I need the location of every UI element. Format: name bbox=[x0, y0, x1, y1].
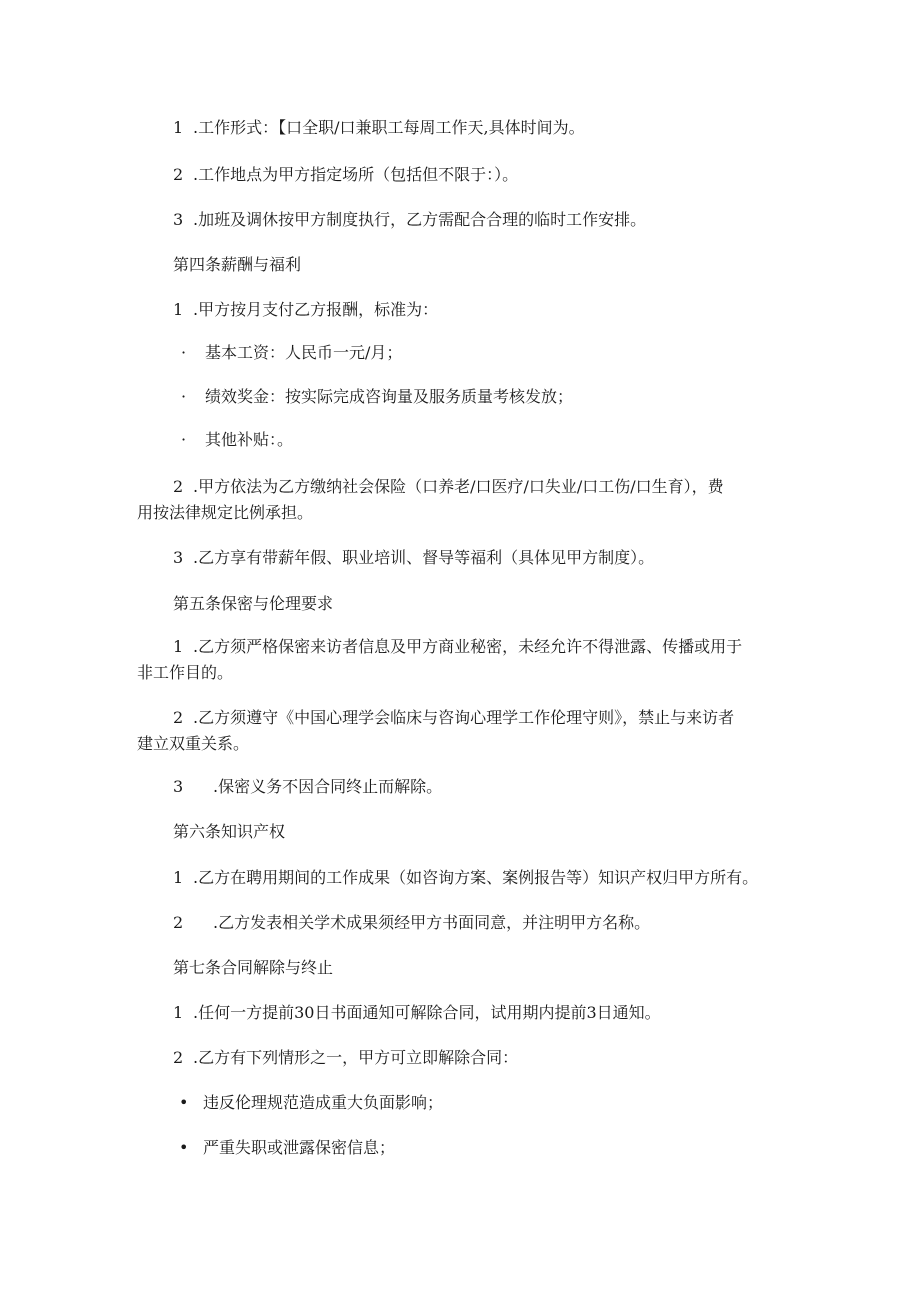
art4-bullet-3 bbox=[181, 430, 293, 450]
item-number: 2 bbox=[173, 708, 184, 727]
item-number: 3 bbox=[173, 210, 184, 229]
art5-item-1 bbox=[173, 637, 742, 657]
item-text: .甲方依法为乙方缴纳社会保险（口养老/口医疗/口失业/口工伤/口生育），费 bbox=[193, 477, 724, 496]
bullet-text: 其他补贴：。 bbox=[205, 430, 294, 449]
item-number: 1 bbox=[173, 868, 184, 887]
art5-item-2-cont: 建立双重关系。 bbox=[137, 734, 250, 753]
bullet-mark: · bbox=[181, 387, 187, 406]
item-text: .乙方有下列情形之一，甲方可立即解除合同： bbox=[193, 1048, 519, 1067]
art5-item-2 bbox=[173, 708, 734, 728]
bullet-mark: · bbox=[181, 430, 187, 449]
art7-item-2 bbox=[173, 1048, 518, 1068]
item-text: .乙方享有带薪年假、职业培训、督导等福利（具体见甲方制度）。 bbox=[193, 548, 655, 567]
item-number: 2 bbox=[173, 1048, 184, 1067]
art4-item-2 bbox=[173, 477, 724, 497]
art3-item-2 bbox=[173, 165, 518, 185]
art5-heading: 第五条保密与伦理要求 bbox=[173, 594, 334, 613]
item-number: 1 bbox=[173, 118, 184, 137]
art4-item-2-cont: 用按法律规定比例承担。 bbox=[137, 503, 314, 522]
bullet-mark: • bbox=[179, 1138, 189, 1157]
item-number: 2 bbox=[173, 913, 184, 932]
bullet-text: 违反伦理规范造成重大负面影响； bbox=[203, 1093, 444, 1112]
art5-item-3 bbox=[173, 777, 442, 797]
item-text: .加班及调休按甲方制度执行，乙方需配合合理的临时工作安排。 bbox=[193, 210, 647, 229]
art4-item-3 bbox=[173, 548, 654, 568]
art4-bullet-2 bbox=[181, 387, 573, 407]
bullet-text: 基本工资：人民币一元/月； bbox=[205, 343, 403, 362]
item-text: .乙方在聘用期间的工作成果（如咨询方案、案例报告等）知识产权归甲方所有。 bbox=[193, 868, 759, 887]
bullet-mark: · bbox=[181, 343, 187, 362]
item-text: .乙方发表相关学术成果须经甲方书面同意，并注明甲方名称。 bbox=[213, 913, 651, 932]
art7-heading: 第七条合同解除与终止 bbox=[173, 958, 334, 977]
item-text: .乙方须遵守《中国心理学会临床与咨询心理学工作伦理守则》，禁止与来访者 bbox=[193, 708, 735, 727]
art4-bullet-1 bbox=[181, 343, 402, 363]
item-number: 1 bbox=[173, 1003, 184, 1022]
art6-item-2 bbox=[173, 913, 650, 933]
art4-item-1 bbox=[173, 300, 438, 320]
item-number: 2 bbox=[173, 477, 184, 496]
item-number: 3 bbox=[173, 777, 184, 796]
bullet-text: 严重失职或泄露保密信息； bbox=[203, 1138, 396, 1157]
art3-item-3 bbox=[173, 210, 646, 230]
item-text: .保密义务不因合同终止而解除。 bbox=[213, 777, 443, 796]
art3-item-1 bbox=[173, 118, 585, 138]
item-text: .工作地点为甲方指定场所（包括但不限于：）。 bbox=[193, 165, 519, 184]
art6-item-1 bbox=[173, 868, 758, 888]
item-text: .任何一方提前30日书面通知可解除合同，试用期内提前3日通知。 bbox=[193, 1003, 661, 1022]
item-text: .工作形式：【口全职/口兼职工每周工作天,具体时间为。 bbox=[193, 118, 585, 137]
bullet-text: 绩效奖金：按实际完成咨询量及服务质量考核发放； bbox=[205, 387, 574, 406]
bullet-mark: • bbox=[179, 1093, 189, 1112]
item-number: 1 bbox=[173, 637, 184, 656]
item-text: .乙方须严格保密来访者信息及甲方商业秘密，未经允许不得泄露、传播或用于 bbox=[193, 637, 743, 656]
item-number: 2 bbox=[173, 165, 184, 184]
item-number: 3 bbox=[173, 548, 184, 567]
item-number: 1 bbox=[173, 300, 184, 319]
art5-item-1-cont: 非工作目的。 bbox=[137, 663, 234, 682]
art7-bullet-1 bbox=[179, 1093, 443, 1113]
art7-bullet-2 bbox=[179, 1138, 395, 1158]
art4-heading: 第四条薪酬与福利 bbox=[173, 255, 302, 274]
art7-item-1 bbox=[173, 1003, 661, 1023]
item-text: .甲方按月支付乙方报酬，标准为： bbox=[193, 300, 439, 319]
art6-heading: 第六条知识产权 bbox=[173, 822, 286, 841]
